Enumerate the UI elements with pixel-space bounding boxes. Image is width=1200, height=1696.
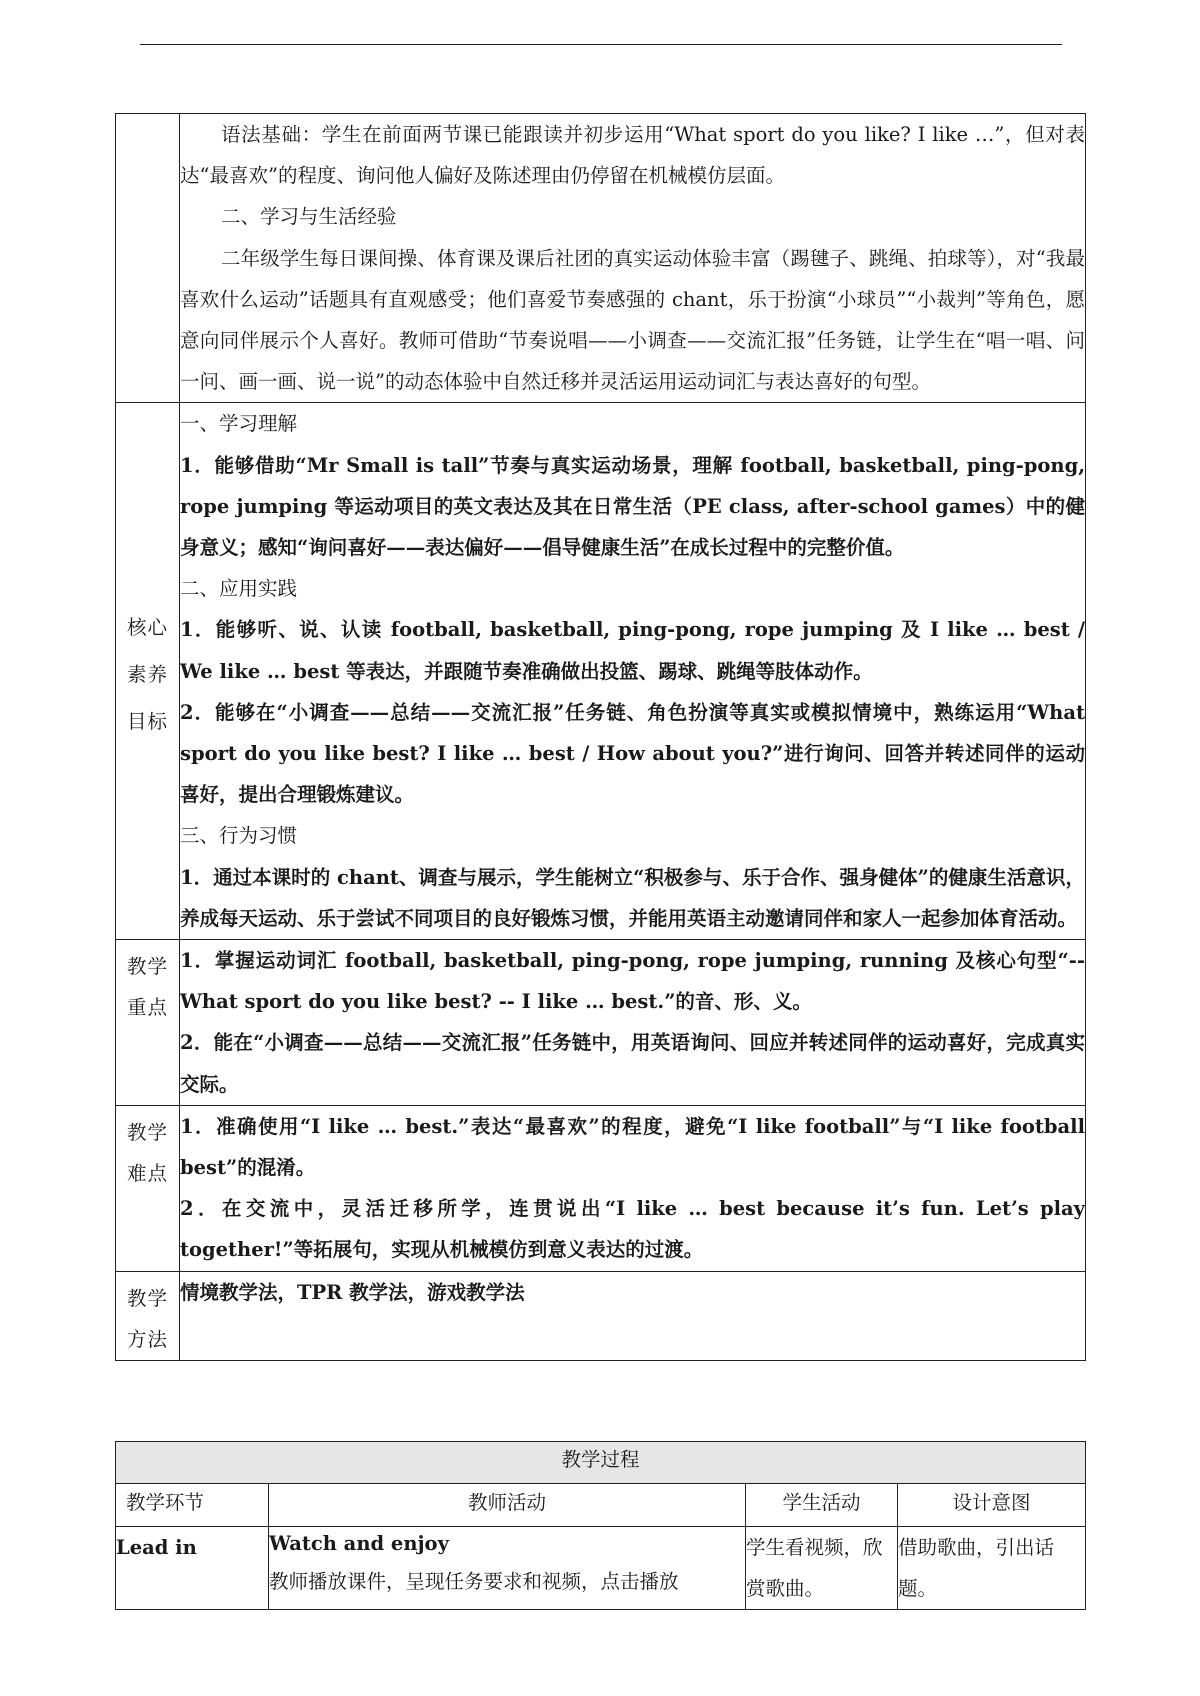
goal-item: 1．通过本课时的 chant、调查与展示，学生能树立“积极参与、乐于合作、强身健体”的健康生活意识，养成每天运动、乐于尝试不同项目的良好锻炼习惯，并能用英语主动邀请同伴和家人一起参加体育活动。 — [180, 865, 1085, 930]
process-header-row — [116, 1484, 1086, 1527]
teacher-activity-cell — [269, 1527, 746, 1610]
methods-label: 教学 方法 — [116, 1271, 180, 1360]
goal-heading: 一、学习理解 — [180, 412, 298, 436]
goal-item: 1．能够借助“Mr Small is tall”节奏与真实运动场景，理解 football, basketball, ping-pong, rope jumping 等运动项目的英文表达及其在日常生活（PE class, after-school games）中的健身意义；感知“询问喜好——表达偏好——倡导健康生活”在成长过程中的完整价值。 — [180, 453, 1085, 560]
student-activity-cell: 学生看视频，欣赏歌曲。 — [746, 1527, 898, 1610]
goal-item: 2．能够在“小调查——总结——交流汇报”任务链、角色扮演等真实或模拟情境中，熟练运用“What sport do you like best? I like … best / How about you?”进行询问、回答并转述同伴的运动喜好，提出合理锻炼建议。 — [180, 700, 1085, 807]
teacher-activity-text: 教师播放课件，呈现任务要求和视频，点击播放 — [269, 1570, 679, 1593]
header-rule — [140, 44, 1062, 45]
grammar-foundation-paragraph: 语法基础：学生在前面两节课已能跟读并初步运用“What sport do you like? I like …”，但对表达“最喜欢”的程度、询问他人偏好及陈述理由仍停留在机械模仿层面。 — [180, 123, 1085, 188]
difficulties-label: 教学 难点 — [116, 1105, 180, 1271]
key-point-item: 1．掌握运动词汇 football, basketball, ping-pong, rope jumping, running 及核心句型“-- What sport do you like best? -- I like … best.”的音、形、义。 — [180, 949, 1085, 1014]
empty-label-cell — [116, 114, 180, 403]
learning-background-content — [180, 114, 1086, 403]
key-points-label: 教学 重点 — [116, 940, 180, 1106]
learning-background-row — [116, 114, 1086, 403]
goal-item: 1．能够听、说、认读 football, basketball, ping-pong, rope jumping 及 I like … best / We like … best 等表达，并跟随节奏准确做出投篮、踢球、跳绳等肢体动作。 — [180, 618, 1085, 683]
design-intent-cell: 借助歌曲，引出话题。 — [898, 1527, 1086, 1610]
goal-heading: 三、行为习惯 — [180, 824, 298, 848]
methods-row — [116, 1271, 1086, 1360]
key-points-content — [180, 940, 1086, 1106]
core-goals-content — [180, 403, 1086, 940]
stage-cell: Lead in — [116, 1527, 269, 1610]
methods-content — [180, 1271, 1086, 1360]
difficulty-item: 1．准确使用“I like … best.”表达“最喜欢”的程度，避免“I like football”与“I like football best”的混淆。 — [180, 1114, 1085, 1180]
lesson-plan-table — [115, 113, 1086, 1361]
col-header-teacher: 教师活动 — [269, 1484, 746, 1527]
key-points-row — [116, 940, 1086, 1106]
process-row — [116, 1527, 1086, 1610]
teacher-activity-title: Watch and enjoy — [269, 1532, 449, 1555]
section-heading: 二、学习与生活经验 — [221, 205, 397, 229]
key-point-item: 2．能在“小调查——总结——交流汇报”任务链中，用英语询问、回应并转述同伴的运动喜好，完成真实交际。 — [180, 1031, 1085, 1096]
life-experience-paragraph: 二年级学生每日课间操、体育课及课后社团的真实运动体验丰富（踢毽子、跳绳、拍球等），对“我最喜欢什么运动”话题具有直观感受；他们喜爱节奏感强的 chant，乐于扮演“小球员”“小裁判”等角色，愿意向同伴展示个人喜好。教师可借助“节奏说唱——小调查——交流汇报”任务链，让学生在“唱一唱、问一问、画一画、说一说”的动态体验中自然迁移并灵活运用运动词汇与表达喜好的句型。 — [180, 246, 1085, 394]
process-title: 教学过程 — [116, 1442, 1086, 1484]
core-goals-row — [116, 403, 1086, 940]
core-goals-label: 核心 素养 目标 — [116, 403, 180, 940]
col-header-intent: 设计意图 — [898, 1484, 1086, 1527]
teaching-process-table — [115, 1441, 1086, 1610]
col-header-stage: 教学环节 — [116, 1484, 269, 1527]
col-header-student: 学生活动 — [746, 1484, 898, 1527]
difficulties-row — [116, 1105, 1086, 1271]
difficulty-item: 2．在交流中，灵活迁移所学，连贯说出“I like … best because it’s fun. Let’s play together!”等拓展句，实现从机械模仿到意义表达的过渡。 — [180, 1197, 1085, 1262]
difficulties-content — [180, 1105, 1086, 1271]
methods-text: 情境教学法，TPR 教学法，游戏教学法 — [180, 1280, 525, 1304]
goal-heading: 二、应用实践 — [180, 577, 298, 601]
